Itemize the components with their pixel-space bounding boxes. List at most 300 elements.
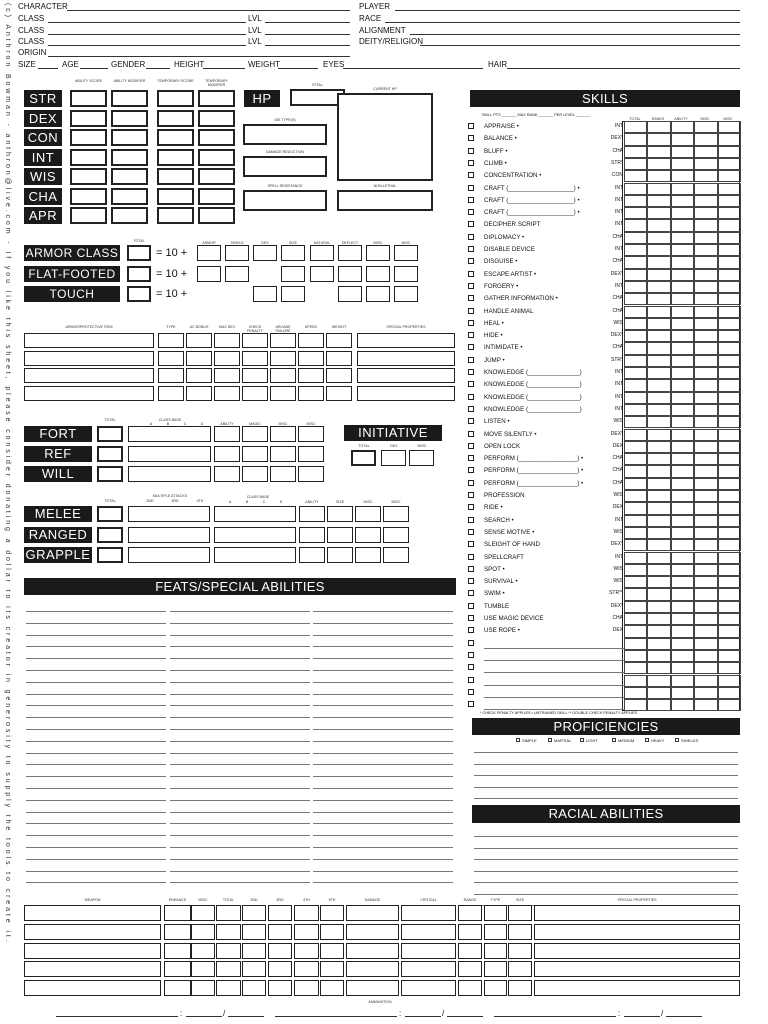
feat-line-1-6[interactable]	[170, 682, 310, 683]
initiative-box-0[interactable]	[351, 450, 376, 466]
skill-cell-1-0[interactable]	[624, 133, 647, 145]
save-will-total[interactable]	[97, 466, 123, 482]
skill-cell-1-2[interactable]	[671, 133, 694, 145]
skill-cell-7-3[interactable]	[694, 207, 717, 219]
skill-cell-27-4[interactable]	[718, 453, 741, 465]
skill-cell-21-3[interactable]	[694, 379, 717, 391]
feat-line-1-21[interactable]	[170, 859, 310, 860]
skill-cell-42-0[interactable]	[624, 638, 647, 650]
skill-cell-40-1[interactable]	[647, 613, 670, 625]
skill-cell-23-4[interactable]	[718, 404, 741, 416]
ac-row-1-box-6[interactable]	[366, 266, 390, 282]
skill-class-checkbox-24[interactable]	[468, 418, 474, 424]
proficiency-line-2[interactable]	[474, 775, 738, 776]
feat-line-2-1[interactable]	[313, 623, 453, 624]
attack-ranged-box-2[interactable]	[355, 527, 381, 543]
skill-cell-12-1[interactable]	[647, 269, 670, 281]
skill-cell-4-1[interactable]	[647, 170, 670, 182]
attack-ranged-box-3[interactable]	[383, 527, 409, 543]
weapon-row-4-cell-0[interactable]	[24, 980, 161, 996]
skill-cell-29-1[interactable]	[647, 478, 670, 490]
skill-cell-20-4[interactable]	[718, 367, 741, 379]
skill-cell-4-3[interactable]	[694, 170, 717, 182]
armor-row-1-cell-5[interactable]	[270, 351, 296, 366]
skill-cell-39-3[interactable]	[694, 601, 717, 613]
skill-cell-40-0[interactable]	[624, 613, 647, 625]
skill-cell-15-4[interactable]	[718, 306, 741, 318]
skill-cell-23-0[interactable]	[624, 404, 647, 416]
feat-line-2-18[interactable]	[313, 823, 453, 824]
save-ref-box-2[interactable]	[270, 446, 296, 462]
skill-cell-31-2[interactable]	[671, 502, 694, 514]
footer-a-line-2[interactable]	[624, 1016, 660, 1017]
footer-name-line-1[interactable]	[275, 1016, 397, 1017]
skill-cell-26-2[interactable]	[671, 441, 694, 453]
skill-cell-47-4[interactable]	[718, 699, 741, 711]
skill-cell-36-4[interactable]	[718, 564, 741, 576]
save-will-box-0[interactable]	[214, 466, 240, 482]
weapon-row-2-cell-8[interactable]	[346, 943, 399, 959]
ac-row-2-box-7[interactable]	[394, 286, 418, 302]
armor-row-1-cell-8[interactable]	[357, 351, 455, 366]
skill-cell-38-1[interactable]	[647, 588, 670, 600]
proficiency-checkbox-2[interactable]	[580, 738, 584, 742]
armor-row-2-cell-0[interactable]	[24, 368, 154, 383]
feat-line-0-7[interactable]	[26, 694, 166, 695]
skill-cell-35-1[interactable]	[647, 552, 670, 564]
armor-row-3-cell-7[interactable]	[326, 386, 352, 401]
skill-class-checkbox-13[interactable]	[468, 283, 474, 289]
skill-cell-1-4[interactable]	[718, 133, 741, 145]
weapon-row-1-cell-0[interactable]	[24, 924, 161, 940]
feat-line-1-20[interactable]	[170, 847, 310, 848]
skill-cell-11-0[interactable]	[624, 256, 647, 268]
skill-cell-10-3[interactable]	[694, 244, 717, 256]
skill-cell-35-2[interactable]	[671, 552, 694, 564]
weapon-row-2-cell-11[interactable]	[484, 943, 507, 959]
weapon-row-2-cell-5[interactable]	[268, 943, 292, 959]
header-alignment-field[interactable]	[410, 34, 740, 35]
proficiency-line-1[interactable]	[474, 764, 738, 765]
skill-cell-25-4[interactable]	[718, 429, 741, 441]
ability-apr-box-3[interactable]	[198, 207, 235, 224]
skill-cell-17-2[interactable]	[671, 330, 694, 342]
weapon-row-0-cell-13[interactable]	[534, 905, 740, 921]
skill-class-checkbox-3[interactable]	[468, 160, 474, 166]
feat-line-1-22[interactable]	[170, 871, 310, 872]
skill-cell-45-1[interactable]	[647, 675, 670, 687]
weapon-row-0-cell-5[interactable]	[268, 905, 292, 921]
skill-blank-line-42[interactable]	[484, 648, 624, 649]
armor-row-2-cell-2[interactable]	[186, 368, 212, 383]
feat-line-1-8[interactable]	[170, 705, 310, 706]
skill-cell-22-1[interactable]	[647, 392, 670, 404]
feat-line-1-13[interactable]	[170, 764, 310, 765]
skill-cell-19-1[interactable]	[647, 355, 670, 367]
skill-cell-19-3[interactable]	[694, 355, 717, 367]
skill-class-checkbox-27[interactable]	[468, 455, 474, 461]
weapon-row-1-cell-6[interactable]	[294, 924, 319, 940]
skill-cell-18-3[interactable]	[694, 342, 717, 354]
save-will-box-1[interactable]	[242, 466, 268, 482]
weapon-row-0-cell-8[interactable]	[346, 905, 399, 921]
skill-cell-38-4[interactable]	[718, 588, 741, 600]
feat-line-0-14[interactable]	[26, 776, 166, 777]
skill-cell-24-3[interactable]	[694, 416, 717, 428]
skill-cell-28-3[interactable]	[694, 465, 717, 477]
weapon-row-2-cell-13[interactable]	[534, 943, 740, 959]
skill-class-checkbox-18[interactable]	[468, 344, 474, 350]
skill-class-checkbox-16[interactable]	[468, 320, 474, 326]
skill-cell-15-3[interactable]	[694, 306, 717, 318]
ac-row-2-box-5[interactable]	[338, 286, 362, 302]
feat-line-0-23[interactable]	[26, 882, 166, 883]
skill-cell-24-4[interactable]	[718, 416, 741, 428]
armor-row-1-cell-1[interactable]	[158, 351, 184, 366]
ac-row-total-1[interactable]	[127, 266, 151, 282]
feat-line-2-11[interactable]	[313, 741, 453, 742]
armor-row-0-cell-4[interactable]	[242, 333, 268, 348]
attack-ranged-class-base[interactable]	[214, 527, 296, 543]
feat-line-0-15[interactable]	[26, 788, 166, 789]
skill-cell-25-1[interactable]	[647, 429, 670, 441]
skill-cell-18-2[interactable]	[671, 342, 694, 354]
weapon-row-1-cell-8[interactable]	[346, 924, 399, 940]
skill-cell-11-3[interactable]	[694, 256, 717, 268]
skill-blank-line-47[interactable]	[484, 709, 624, 710]
skill-cell-2-1[interactable]	[647, 146, 670, 158]
feat-line-2-4[interactable]	[313, 658, 453, 659]
skill-class-checkbox-40[interactable]	[468, 615, 474, 621]
skill-cell-2-4[interactable]	[718, 146, 741, 158]
skill-cell-26-4[interactable]	[718, 441, 741, 453]
skill-cell-28-1[interactable]	[647, 465, 670, 477]
weapon-row-1-cell-5[interactable]	[268, 924, 292, 940]
attack-grapple-box-1[interactable]	[327, 547, 353, 563]
feat-line-2-0[interactable]	[313, 611, 453, 612]
ability-cha-box-3[interactable]	[198, 188, 235, 205]
feat-line-0-1[interactable]	[26, 623, 166, 624]
skill-cell-34-0[interactable]	[624, 539, 647, 551]
feat-line-1-23[interactable]	[170, 882, 310, 883]
header-player-field[interactable]	[395, 10, 740, 11]
skill-cell-13-3[interactable]	[694, 281, 717, 293]
armor-row-0-cell-8[interactable]	[357, 333, 455, 348]
skill-class-checkbox-38[interactable]	[468, 590, 474, 596]
skill-class-checkbox-2[interactable]	[468, 148, 474, 154]
ac-row-0-box-0[interactable]	[197, 245, 221, 261]
skill-cell-31-0[interactable]	[624, 502, 647, 514]
skill-cell-31-1[interactable]	[647, 502, 670, 514]
armor-row-3-cell-1[interactable]	[158, 386, 184, 401]
weapon-row-0-cell-10[interactable]	[458, 905, 482, 921]
skill-cell-42-2[interactable]	[671, 638, 694, 650]
feat-line-0-2[interactable]	[26, 635, 166, 636]
skill-cell-16-3[interactable]	[694, 318, 717, 330]
skill-cell-20-3[interactable]	[694, 367, 717, 379]
header-size-field[interactable]	[38, 68, 58, 69]
skill-cell-20-0[interactable]	[624, 367, 647, 379]
skill-cell-23-1[interactable]	[647, 404, 670, 416]
weapon-row-2-cell-12[interactable]	[508, 943, 532, 959]
skill-cell-42-4[interactable]	[718, 638, 741, 650]
weapon-row-4-cell-6[interactable]	[294, 980, 319, 996]
skill-cell-22-0[interactable]	[624, 392, 647, 404]
skill-class-checkbox-46[interactable]	[468, 689, 474, 695]
skill-cell-40-3[interactable]	[694, 613, 717, 625]
armor-row-3-cell-3[interactable]	[214, 386, 240, 401]
save-will-box-2[interactable]	[270, 466, 296, 482]
armor-row-0-cell-5[interactable]	[270, 333, 296, 348]
skill-class-checkbox-19[interactable]	[468, 357, 474, 363]
skill-cell-32-2[interactable]	[671, 515, 694, 527]
weapon-row-2-cell-1[interactable]	[164, 943, 191, 959]
skill-class-checkbox-9[interactable]	[468, 234, 474, 240]
skill-cell-40-2[interactable]	[671, 613, 694, 625]
skill-cell-37-3[interactable]	[694, 576, 717, 588]
footer-b-line-0[interactable]	[228, 1016, 264, 1017]
skill-cell-43-4[interactable]	[718, 650, 741, 662]
skill-cell-2-3[interactable]	[694, 146, 717, 158]
skill-cell-25-3[interactable]	[694, 429, 717, 441]
skill-cell-21-2[interactable]	[671, 379, 694, 391]
armor-row-0-cell-6[interactable]	[298, 333, 324, 348]
skill-cell-30-4[interactable]	[718, 490, 741, 502]
attack-melee-box-0[interactable]	[299, 506, 325, 522]
weapon-row-0-cell-12[interactable]	[508, 905, 532, 921]
weapon-row-4-cell-2[interactable]	[191, 980, 215, 996]
ac-row-0-box-4[interactable]	[310, 245, 334, 261]
attack-grapple-class-base[interactable]	[214, 547, 296, 563]
skill-class-checkbox-23[interactable]	[468, 406, 474, 412]
attack-melee-box-2[interactable]	[355, 506, 381, 522]
skill-cell-4-2[interactable]	[671, 170, 694, 182]
skill-cell-4-0[interactable]	[624, 170, 647, 182]
footer-b-line-2[interactable]	[666, 1016, 702, 1017]
skill-cell-42-3[interactable]	[694, 638, 717, 650]
skill-cell-37-1[interactable]	[647, 576, 670, 588]
skill-class-checkbox-32[interactable]	[468, 517, 474, 523]
skill-cell-44-1[interactable]	[647, 662, 670, 674]
skill-cell-32-1[interactable]	[647, 515, 670, 527]
attack-ranged-box-0[interactable]	[299, 527, 325, 543]
skill-cell-15-1[interactable]	[647, 306, 670, 318]
weapon-row-4-cell-1[interactable]	[164, 980, 191, 996]
ability-con-box-1[interactable]	[111, 129, 148, 146]
skill-cell-33-2[interactable]	[671, 527, 694, 539]
skill-cell-13-2[interactable]	[671, 281, 694, 293]
feat-line-0-21[interactable]	[26, 859, 166, 860]
header-class-field-1[interactable]	[48, 22, 246, 23]
header-deity-field[interactable]	[420, 45, 740, 46]
header-height-field[interactable]	[203, 68, 245, 69]
skill-cell-14-4[interactable]	[718, 293, 741, 305]
skill-cell-29-4[interactable]	[718, 478, 741, 490]
skill-class-checkbox-22[interactable]	[468, 394, 474, 400]
skill-cell-10-0[interactable]	[624, 244, 647, 256]
skill-cell-0-4[interactable]	[718, 121, 741, 133]
ac-row-2-box-3[interactable]	[281, 286, 305, 302]
attack-melee-box-1[interactable]	[327, 506, 353, 522]
weapon-row-1-cell-1[interactable]	[164, 924, 191, 940]
skill-cell-28-4[interactable]	[718, 465, 741, 477]
weapon-row-1-cell-11[interactable]	[484, 924, 507, 940]
skill-cell-26-3[interactable]	[694, 441, 717, 453]
skill-class-checkbox-47[interactable]	[468, 701, 474, 707]
save-will-class-base[interactable]	[128, 466, 211, 482]
skill-class-checkbox-10[interactable]	[468, 246, 474, 252]
skill-cell-8-2[interactable]	[671, 219, 694, 231]
footer-b-line-1[interactable]	[447, 1016, 483, 1017]
armor-row-2-cell-3[interactable]	[214, 368, 240, 383]
skill-cell-22-3[interactable]	[694, 392, 717, 404]
skill-cell-5-1[interactable]	[647, 183, 670, 195]
weapon-row-3-cell-1[interactable]	[164, 961, 191, 977]
skill-blank-line-46[interactable]	[484, 697, 624, 698]
skill-cell-36-1[interactable]	[647, 564, 670, 576]
skill-cell-2-0[interactable]	[624, 146, 647, 158]
ability-str-box-1[interactable]	[111, 90, 148, 107]
skill-cell-35-0[interactable]	[624, 552, 647, 564]
armor-row-3-cell-6[interactable]	[298, 386, 324, 401]
proficiency-checkbox-4[interactable]	[645, 738, 649, 742]
feat-line-1-16[interactable]	[170, 800, 310, 801]
skill-cell-45-2[interactable]	[671, 675, 694, 687]
feat-line-0-13[interactable]	[26, 764, 166, 765]
header-class-field-3[interactable]	[48, 45, 246, 46]
attack-ranged-box-1[interactable]	[327, 527, 353, 543]
skill-cell-25-2[interactable]	[671, 429, 694, 441]
skill-cell-8-4[interactable]	[718, 219, 741, 231]
save-ref-box-1[interactable]	[242, 446, 268, 462]
skill-cell-17-1[interactable]	[647, 330, 670, 342]
skill-class-checkbox-34[interactable]	[468, 541, 474, 547]
armor-row-2-cell-4[interactable]	[242, 368, 268, 383]
ability-con-box-0[interactable]	[70, 129, 107, 146]
weapon-row-0-cell-11[interactable]	[484, 905, 507, 921]
skill-cell-29-0[interactable]	[624, 478, 647, 490]
weapon-row-1-cell-7[interactable]	[320, 924, 344, 940]
skill-cell-6-1[interactable]	[647, 195, 670, 207]
weapon-row-4-cell-10[interactable]	[458, 980, 482, 996]
skill-cell-43-1[interactable]	[647, 650, 670, 662]
skill-cell-35-3[interactable]	[694, 552, 717, 564]
skill-cell-43-3[interactable]	[694, 650, 717, 662]
die-types-box[interactable]	[243, 124, 327, 145]
weapon-row-1-cell-9[interactable]	[401, 924, 456, 940]
proficiency-line-3[interactable]	[474, 787, 738, 788]
weapon-row-2-cell-7[interactable]	[320, 943, 344, 959]
skill-cell-24-1[interactable]	[647, 416, 670, 428]
skill-cell-3-4[interactable]	[718, 158, 741, 170]
skill-cell-0-1[interactable]	[647, 121, 670, 133]
attack-melee-multiple[interactable]	[128, 506, 210, 522]
armor-row-3-cell-4[interactable]	[242, 386, 268, 401]
feat-line-0-20[interactable]	[26, 847, 166, 848]
initiative-box-2[interactable]	[409, 450, 434, 466]
skill-cell-3-3[interactable]	[694, 158, 717, 170]
skill-cell-28-0[interactable]	[624, 465, 647, 477]
skill-cell-7-1[interactable]	[647, 207, 670, 219]
weapon-row-3-cell-5[interactable]	[268, 961, 292, 977]
skill-cell-11-2[interactable]	[671, 256, 694, 268]
footer-name-line-2[interactable]	[494, 1016, 616, 1017]
ac-row-0-box-7[interactable]	[394, 245, 418, 261]
armor-row-2-cell-8[interactable]	[357, 368, 455, 383]
armor-row-2-cell-1[interactable]	[158, 368, 184, 383]
feat-line-0-11[interactable]	[26, 741, 166, 742]
save-fort-box-0[interactable]	[214, 426, 240, 442]
footer-a-line-1[interactable]	[405, 1016, 441, 1017]
racial-line-0[interactable]	[474, 836, 738, 837]
skill-class-checkbox-0[interactable]	[468, 123, 474, 129]
weapon-row-0-cell-6[interactable]	[294, 905, 319, 921]
skill-cell-44-3[interactable]	[694, 662, 717, 674]
skill-cell-9-1[interactable]	[647, 232, 670, 244]
skill-cell-15-2[interactable]	[671, 306, 694, 318]
attack-grapple-total[interactable]	[97, 547, 123, 563]
ability-dex-box-3[interactable]	[198, 110, 235, 127]
armor-row-1-cell-0[interactable]	[24, 351, 154, 366]
armor-row-1-cell-6[interactable]	[298, 351, 324, 366]
weapon-row-3-cell-7[interactable]	[320, 961, 344, 977]
racial-line-3[interactable]	[474, 871, 738, 872]
weapon-row-1-cell-13[interactable]	[534, 924, 740, 940]
skill-cell-41-3[interactable]	[694, 625, 717, 637]
skill-cell-14-0[interactable]	[624, 293, 647, 305]
weapon-row-4-cell-4[interactable]	[242, 980, 266, 996]
weapon-row-1-cell-4[interactable]	[242, 924, 266, 940]
skill-class-checkbox-12[interactable]	[468, 271, 474, 277]
skill-cell-17-4[interactable]	[718, 330, 741, 342]
ac-row-0-box-6[interactable]	[366, 245, 390, 261]
ac-row-0-box-2[interactable]	[253, 245, 277, 261]
skill-cell-5-2[interactable]	[671, 183, 694, 195]
initiative-box-1[interactable]	[381, 450, 406, 466]
ac-row-1-box-0[interactable]	[197, 266, 221, 282]
feat-line-2-21[interactable]	[313, 859, 453, 860]
spell-resistance-box[interactable]	[243, 190, 327, 211]
save-fort-box-1[interactable]	[242, 426, 268, 442]
skill-cell-5-3[interactable]	[694, 183, 717, 195]
skill-cell-10-1[interactable]	[647, 244, 670, 256]
skill-class-checkbox-20[interactable]	[468, 369, 474, 375]
skill-class-checkbox-7[interactable]	[468, 209, 474, 215]
ability-int-box-3[interactable]	[198, 149, 235, 166]
ability-wis-box-3[interactable]	[198, 168, 235, 185]
weapon-row-1-cell-2[interactable]	[191, 924, 215, 940]
skill-cell-16-4[interactable]	[718, 318, 741, 330]
skill-cell-18-4[interactable]	[718, 342, 741, 354]
feat-line-1-18[interactable]	[170, 823, 310, 824]
skill-cell-3-2[interactable]	[671, 158, 694, 170]
weapon-row-4-cell-5[interactable]	[268, 980, 292, 996]
feat-line-1-5[interactable]	[170, 670, 310, 671]
ability-wis-box-1[interactable]	[111, 168, 148, 185]
skill-cell-20-1[interactable]	[647, 367, 670, 379]
attack-melee-total[interactable]	[97, 506, 123, 522]
weapon-row-2-cell-3[interactable]	[216, 943, 241, 959]
skill-cell-8-1[interactable]	[647, 219, 670, 231]
weapon-row-3-cell-13[interactable]	[534, 961, 740, 977]
ac-row-2-box-6[interactable]	[366, 286, 390, 302]
feat-line-2-22[interactable]	[313, 871, 453, 872]
skill-cell-9-2[interactable]	[671, 232, 694, 244]
skill-cell-39-2[interactable]	[671, 601, 694, 613]
skill-class-checkbox-44[interactable]	[468, 664, 474, 670]
skill-cell-43-2[interactable]	[671, 650, 694, 662]
skill-cell-41-1[interactable]	[647, 625, 670, 637]
